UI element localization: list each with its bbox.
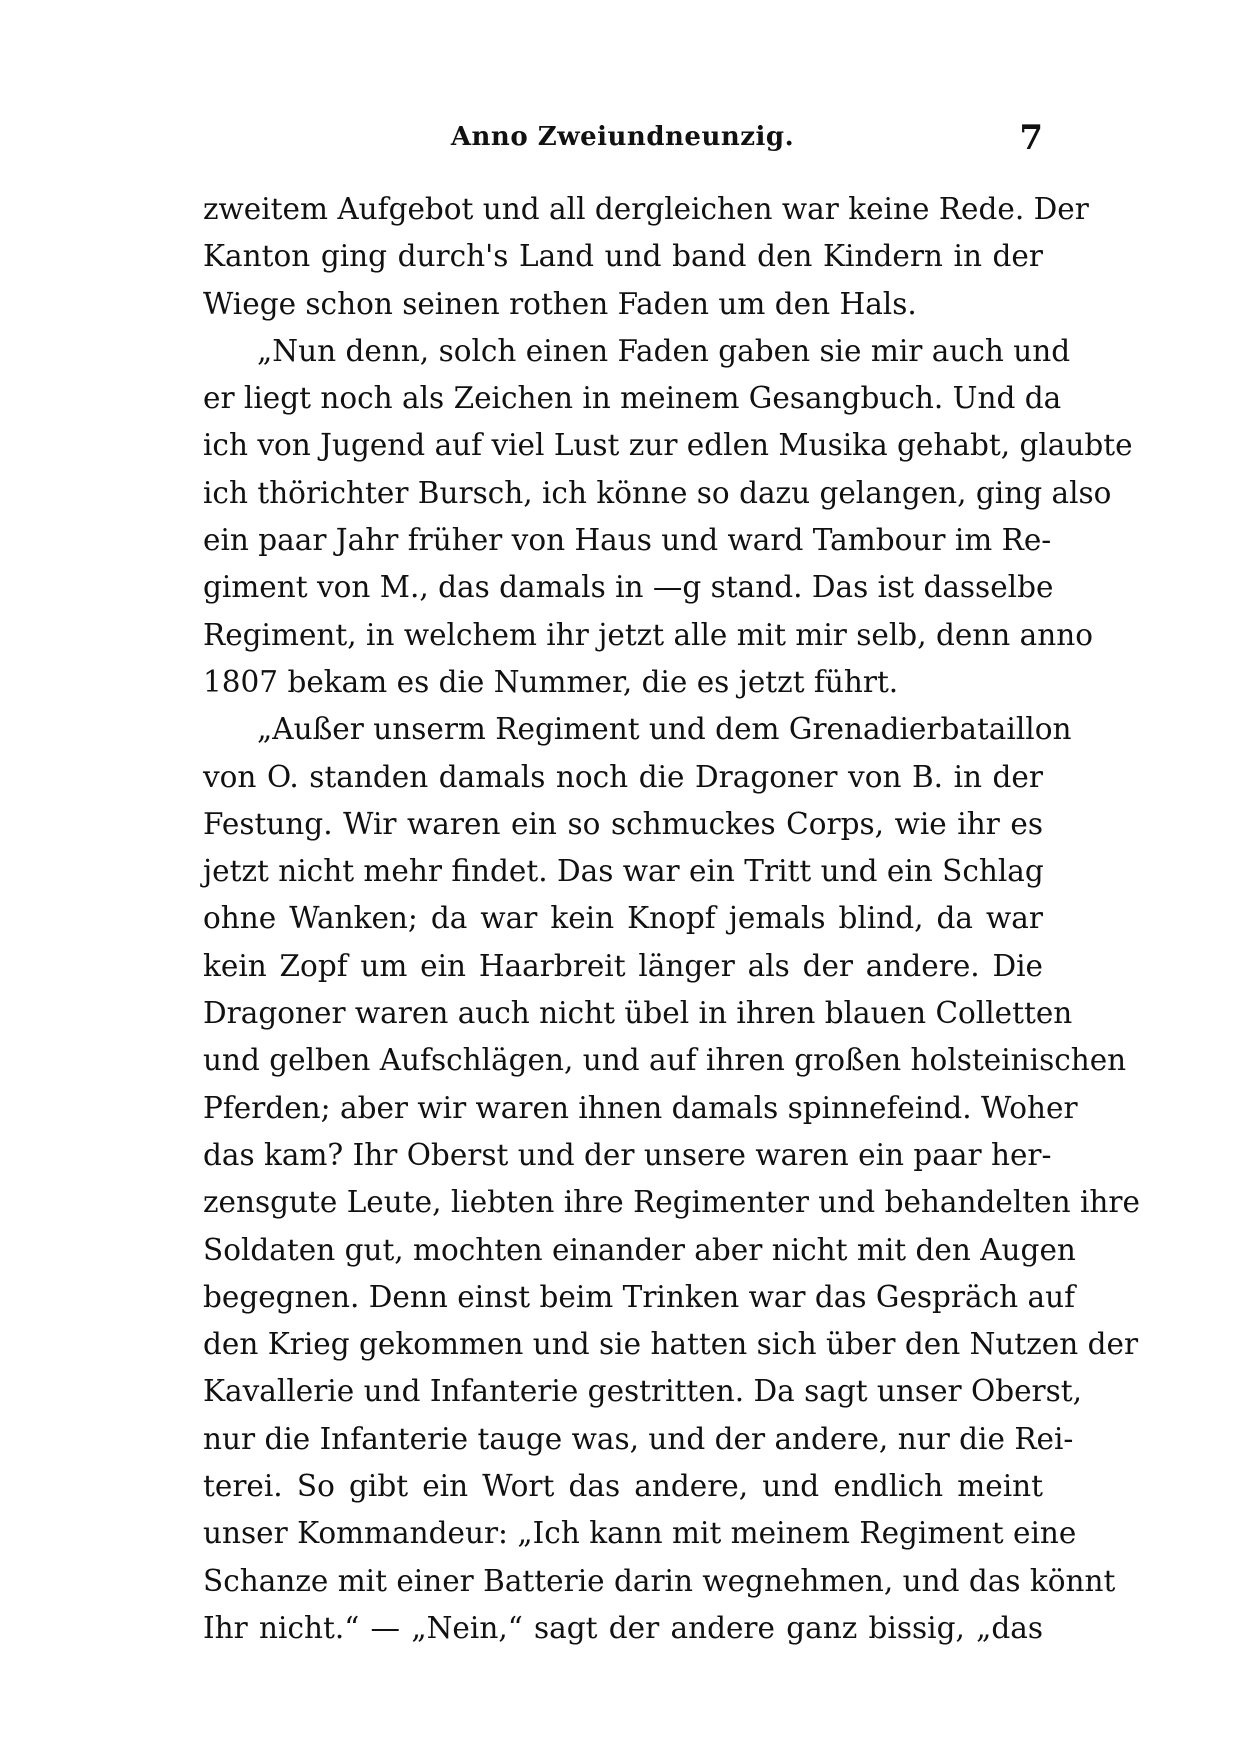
text-line: Soldaten gut, mochten einander aber nicht mit den Augen xyxy=(203,1232,1076,1267)
text-line: „Außer unserm Regiment und dem Grenadierbataillon xyxy=(257,712,1072,747)
text-line: giment von M., das damals in —g stand. Das ist dasselbe xyxy=(203,570,1054,605)
text-line: unser Kommandeur: „Ich kann mit meinem Regiment eine xyxy=(203,1516,1077,1551)
text-line: begegnen. Denn einst beim Trinken war das Gespräch auf xyxy=(203,1279,1076,1314)
text-line: Wiege schon seinen rothen Faden um den Hals. xyxy=(203,286,917,321)
text-line: terei. So gibt ein Wort das andere, und endlich meint xyxy=(203,1469,1043,1504)
text-line: Regiment, in welchem ihr jetzt alle mit mir selb, denn anno xyxy=(203,617,1094,652)
text-line: 1807 bekam es die Nummer, die es jetzt führt. xyxy=(203,664,899,699)
text-line: das kam? Ihr Oberst und der unsere waren ein paar her- xyxy=(203,1137,1052,1172)
text-line: ohne Wanken; da war kein Knopf jemals blind, da war xyxy=(203,901,1043,936)
text-line: den Krieg gekommen und sie hatten sich über den Nutzen der xyxy=(203,1327,1139,1362)
text-line: Kavallerie und Infanterie gestritten. Da sagt unser Oberst, xyxy=(203,1374,1083,1409)
running-title: Anno Zweiundneunzig. xyxy=(450,122,795,152)
body-text xyxy=(203,186,1140,1652)
running-head xyxy=(200,118,1045,162)
text-line: Pferden; aber wir waren ihnen damals spinnefeind. Woher xyxy=(203,1090,1078,1125)
text-line: er liegt noch als Zeichen in meinem Gesangbuch. Und da xyxy=(203,381,1062,416)
text-line: Schanze mit einer Batterie darin wegnehmen, und das könnt xyxy=(203,1563,1116,1598)
text-line: Kanton ging durch's Land und band den Kindern in der xyxy=(203,239,1043,274)
text-line: Festung. Wir waren ein so schmuckes Corps, wie ihr es xyxy=(203,806,1043,841)
text-line: zensgute Leute, liebten ihre Regimenter und behandelten ihre xyxy=(203,1185,1140,1220)
text-line: „Nun denn, solch einen Faden gaben sie mir auch und xyxy=(257,333,1071,368)
text-line: ich von Jugend auf viel Lust zur edlen Musika gehabt, glaubte xyxy=(203,428,1133,463)
text-line: ich thörichter Bursch, ich könne so dazu gelangen, ging also xyxy=(203,475,1112,510)
text-line: Dragoner waren auch nicht übel in ihren blauen Colletten xyxy=(203,996,1073,1031)
page-number: 7 xyxy=(1019,118,1043,158)
text-line: zweitem Aufgebot und all dergleichen war keine Rede. Der xyxy=(203,192,1089,226)
text-line: kein Zopf um ein Haarbreit länger als der andere. Die xyxy=(203,948,1043,983)
text-line: von O. standen damals noch die Dragoner von B. in der xyxy=(203,759,1043,794)
text-line: und gelben Aufschlägen, und auf ihren großen holsteinischen xyxy=(203,1043,1127,1078)
text-line: nur die Infanterie tauge was, und der andere, nur die Rei- xyxy=(203,1421,1074,1456)
text-line: ein paar Jahr früher von Haus und ward Tambour im Re- xyxy=(203,523,1052,558)
text-line: jetzt nicht mehr findet. Das war ein Tritt und ein Schlag xyxy=(203,854,1044,889)
text-line: Ihr nicht.“ — „Nein,“ sagt der andere ganz bissig, „das xyxy=(203,1610,1043,1645)
